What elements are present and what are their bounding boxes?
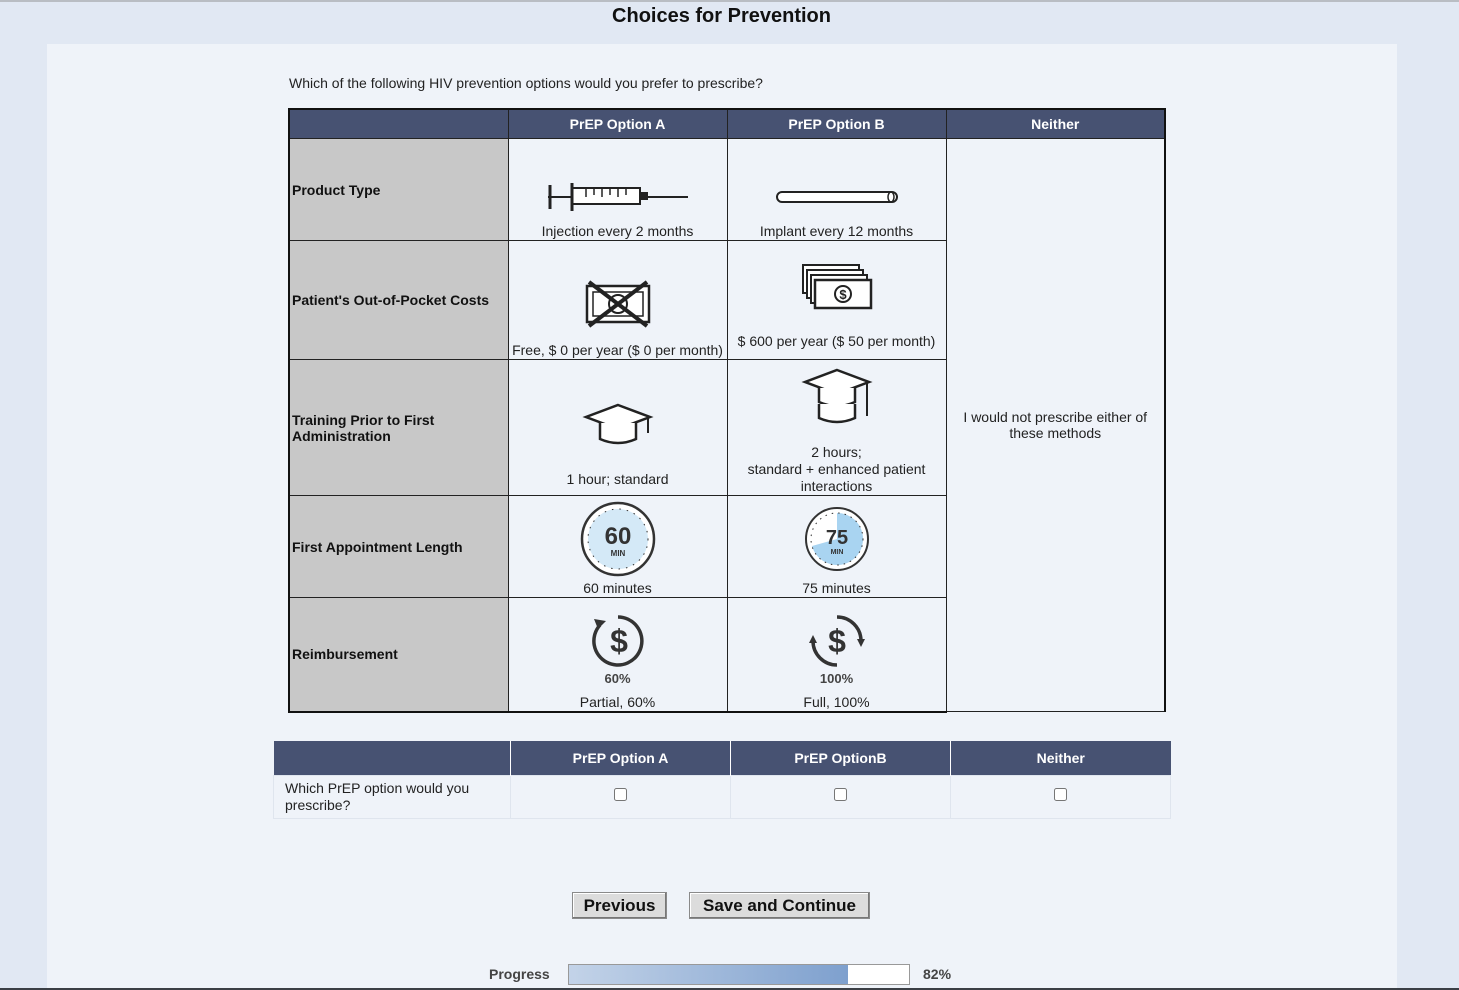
progress-bar-fill — [569, 965, 848, 984]
cell-option-b-appointment — [727, 496, 946, 598]
cell-option-a-costs — [508, 241, 727, 360]
reimbursement-a-percent: 60% — [604, 670, 631, 686]
cell-option-a-appointment — [508, 496, 727, 598]
row-label-out-of-pocket-costs: Patient's Out-of-Pocket Costs — [289, 241, 508, 360]
dollar-cycle-icon — [590, 613, 646, 669]
cell-option-a-reimbursement — [508, 598, 727, 712]
row-label-appointment-length: First Appointment Length — [289, 496, 508, 598]
attribute-table — [288, 108, 1166, 713]
syringe-icon — [546, 177, 690, 217]
choice-cell-option-a[interactable] — [511, 776, 731, 819]
checkbox-option-b[interactable] — [834, 788, 847, 801]
graduation-cap-icon — [582, 401, 654, 451]
implant-rod-icon — [772, 177, 902, 217]
cell-option-b-reimbursement — [727, 598, 946, 712]
costs-a-text: Free, $ 0 per year ($ 0 per month) — [512, 342, 723, 358]
timer-a-value: 60 — [604, 523, 631, 550]
row-label-reimbursement: Reimbursement — [289, 598, 508, 712]
cell-option-b-product-type — [727, 139, 946, 241]
cell-option-b-costs — [727, 241, 946, 360]
row-label-training: Training Prior to First Administration — [289, 360, 508, 496]
dollar-cycle-icon — [809, 613, 865, 669]
svg-text:$: $ — [838, 287, 847, 302]
choice-header-corner — [274, 741, 511, 776]
header-neither: Neither — [946, 109, 1165, 139]
row-label-product-type: Product Type — [289, 139, 508, 241]
training-b-text-line1: 2 hours; — [811, 444, 862, 460]
choice-cell-option-b[interactable] — [731, 776, 951, 819]
header-corner — [289, 109, 508, 139]
question-text: Which of the following HIV prevention options would you prefer to prescribe? — [289, 75, 763, 91]
choice-header-neither: Neither — [951, 741, 1171, 776]
checkbox-option-a[interactable] — [614, 788, 627, 801]
reimbursement-b-text: Full, 100% — [803, 693, 870, 710]
cell-option-b-training — [727, 360, 946, 496]
timer-b-value: 75 — [825, 527, 848, 549]
previous-button[interactable]: Previous — [572, 892, 667, 919]
timer-icon — [579, 500, 657, 578]
checkbox-neither[interactable] — [1054, 788, 1067, 801]
header-option-b: PrEP Option B — [727, 109, 946, 139]
appointment-b-text: 75 minutes — [802, 580, 871, 596]
svg-text:$: $ — [827, 622, 846, 659]
progress-bar — [568, 964, 910, 985]
progress-value: 82% — [923, 966, 952, 982]
graduation-caps-stack-icon — [801, 366, 873, 432]
svg-text:$: $ — [609, 622, 628, 659]
no-money-icon — [583, 278, 653, 330]
product-type-b-text: Implant every 12 months — [759, 223, 914, 239]
progress-label: Progress — [489, 966, 550, 982]
training-a-text: 1 hour; standard — [566, 471, 669, 487]
choice-header-option-b: PrEP OptionB — [731, 741, 951, 776]
reimbursement-a-text: Partial, 60% — [579, 693, 656, 710]
timer-a-unit: MIN — [610, 549, 625, 558]
cell-option-a-training — [508, 360, 727, 496]
top-rule — [0, 0, 1459, 2]
product-type-a-text: Injection every 2 months — [541, 223, 694, 239]
timer-icon — [804, 506, 870, 572]
training-b-text-line2: standard + enhanced patient interactions — [747, 461, 926, 494]
appointment-a-text: 60 minutes — [583, 580, 652, 596]
choice-header-option-a: PrEP Option A — [511, 741, 731, 776]
page-title: Choices for Prevention — [612, 5, 831, 27]
money-stack-icon — [799, 261, 875, 311]
header-option-a: PrEP Option A — [508, 109, 727, 139]
choice-cell-neither[interactable] — [951, 776, 1171, 819]
choice-question: Which PrEP option would you prescribe? — [274, 776, 511, 819]
save-and-continue-button[interactable]: Save and Continue — [689, 892, 870, 919]
neither-description: I would not prescribe either of these methods — [946, 139, 1165, 712]
costs-b-text: $ 600 per year ($ 50 per month) — [737, 333, 936, 349]
timer-b-unit: MIN — [830, 549, 843, 556]
cell-option-a-product-type — [508, 139, 727, 241]
choice-table — [273, 741, 1171, 819]
reimbursement-b-percent: 100% — [819, 670, 854, 686]
